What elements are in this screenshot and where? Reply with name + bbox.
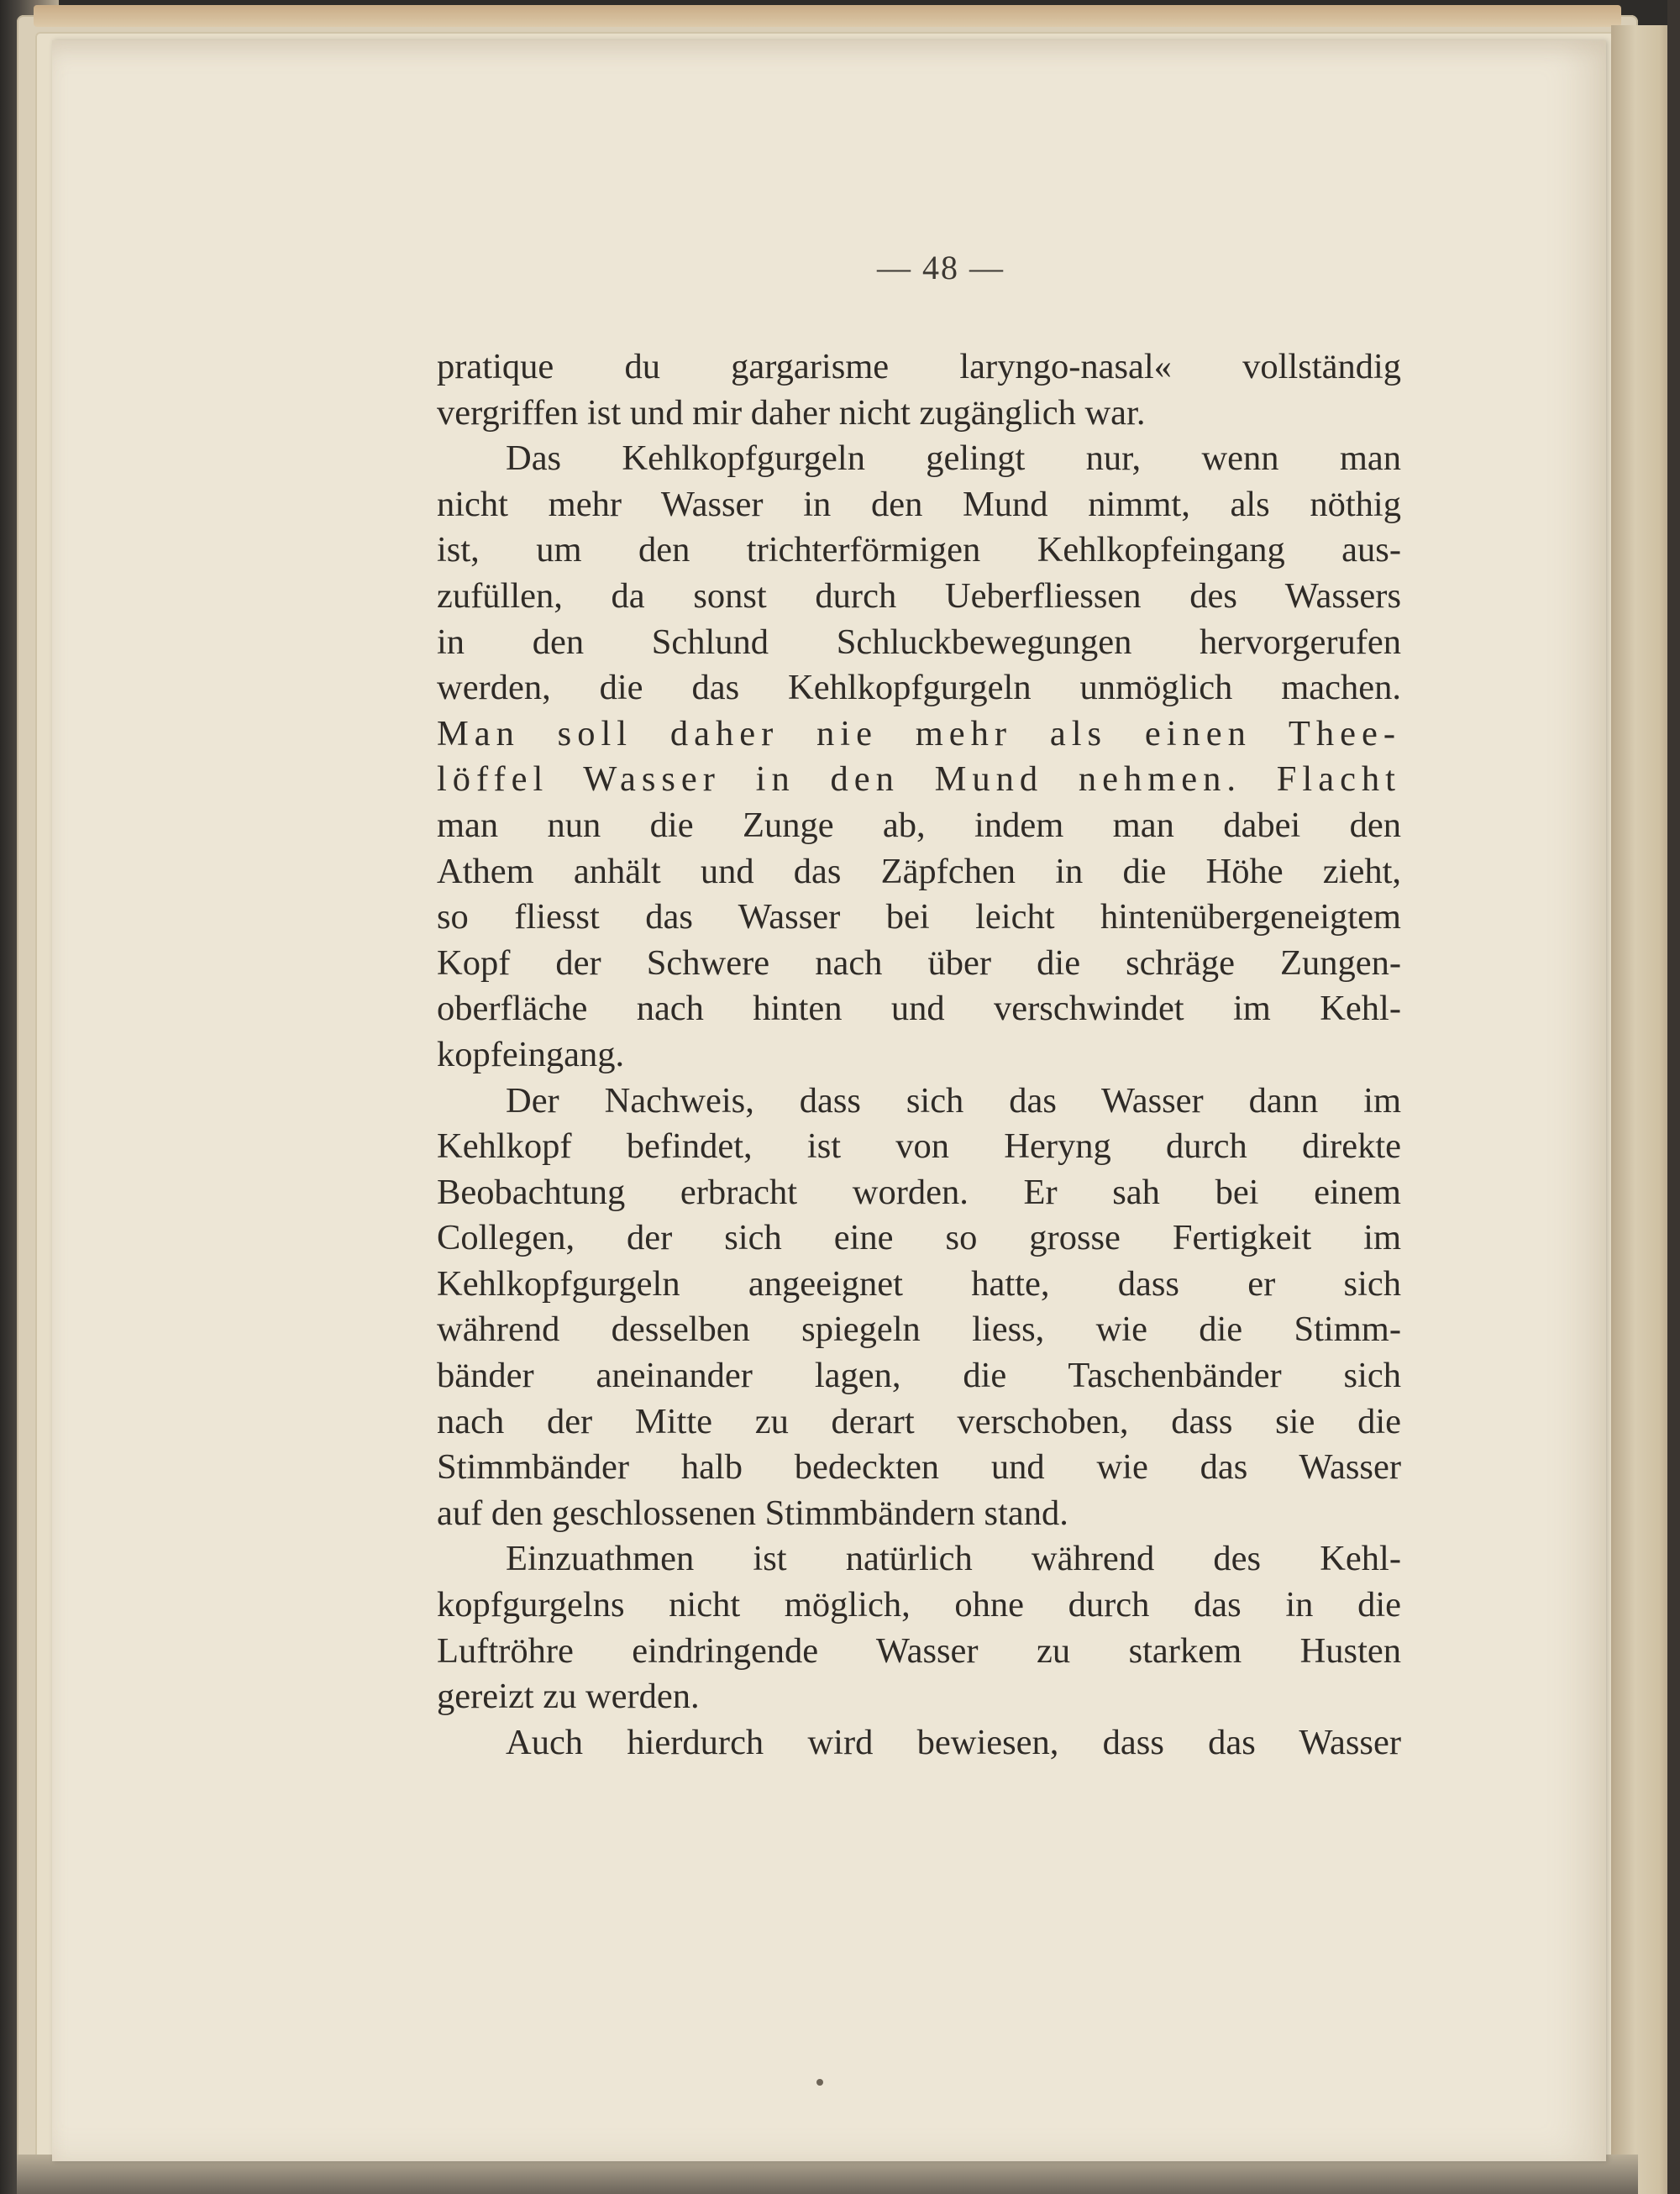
text-line: so fliesst das Wasser bei leicht hintenübergeneigtem [437,897,1401,937]
text-line-emphasized: löffel Wasser in den Mund nehmen. Flacht [437,759,1401,800]
text-line: bänder aneinander lagen, die Taschenbänder sich [437,1356,1401,1396]
text-line: kopfgurgelns nicht möglich, ohne durch das in die [437,1585,1401,1625]
text-line: pratique du gargarisme laryngo-nasal« vollständig [437,347,1401,386]
text-line: zufüllen, da sonst durch Ueberfliessen des Wassers [437,575,1401,616]
text-line: auf den geschlossenen Stimmbändern stand. [437,1493,1068,1533]
text-line: Collegen, der sich eine so grosse Fertigkeit im [437,1218,1401,1258]
page-number: — 48 — [877,249,1005,286]
text-line: Stimmbänder halb bedeckten und wie das Wasser [437,1447,1401,1488]
text-line: Athem anhält und das Zäpfchen in die Höhe zieht, [437,851,1401,891]
text-line: Beobachtung erbracht worden. Er sah bei einem [437,1172,1401,1212]
text-line: Das Kehlkopfgurgeln gelingt nur, wenn man [506,438,1401,479]
text-line-emphasized: Man soll daher nie mehr als einen Thee- [437,713,1401,753]
ink-speck [816,2079,823,2086]
text-line: kopfeingang. [437,1034,625,1074]
text-line: oberfläche nach hinten und verschwindet im Kehl- [437,989,1401,1029]
text-line: Luftröhre eindringende Wasser zu starkem Husten [437,1630,1401,1671]
text-line: Kehlkopf befindet, ist von Heryng durch direkte [437,1126,1401,1167]
text-line: nicht mehr Wasser in den Mund nimmt, als nöthig [437,484,1401,524]
gutter-shadow [1667,0,1680,2194]
text-line: man nun die Zunge ab, indem man dabei den [437,805,1401,845]
text-line: vergriffen ist und mir daher nicht zugänglich war. [437,392,1146,433]
text-line: während desselben spiegeln liess, wie die Stimm- [437,1310,1401,1350]
text-line: nach der Mitte zu derart verschoben, dass sie die [437,1401,1401,1441]
text-line: werden, die das Kehlkopfgurgeln unmöglich machen. [437,668,1401,708]
text-line: ist, um den trichterförmigen Kehlkopfeingang aus- [437,530,1401,570]
text-line: gereizt zu werden. [437,1677,700,1717]
text-line: Kehlkopfgurgeln angeeignet hatte, dass er sich [437,1263,1401,1304]
text-line: Einzuathmen ist natürlich während des Kehl- [506,1539,1401,1579]
text-line: Kopf der Schwere nach über die schräge Zungen- [437,942,1401,983]
text-line: in den Schlund Schluckbewegungen hervorgerufen [437,622,1401,662]
page-top-edge [34,5,1621,27]
text-line: Auch hierdurch wird bewiesen, dass das Wasser [506,1722,1401,1762]
body-text [437,344,1401,1766]
text-line: Der Nachweis, dass sich das Wasser dann im [506,1080,1401,1121]
